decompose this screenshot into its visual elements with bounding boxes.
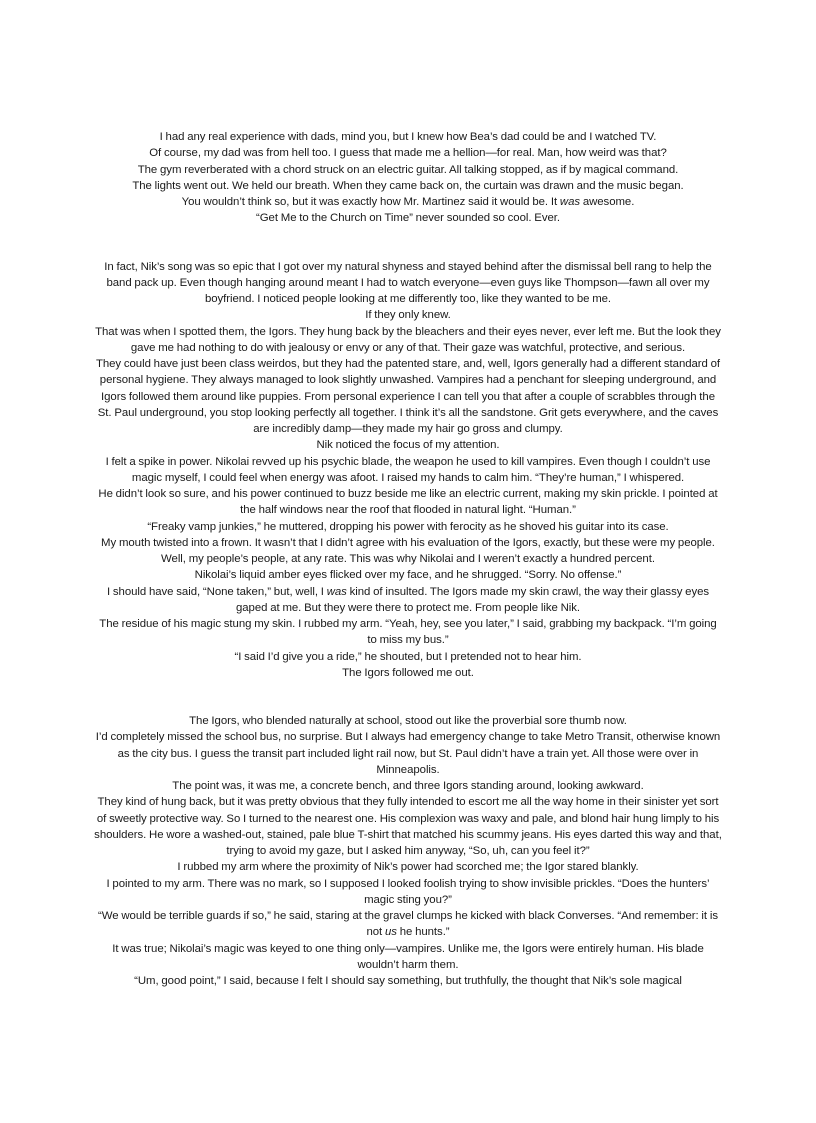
book-page bbox=[94, 129, 722, 989]
paragraph: The point was, it was me, a concrete bench, and three Igors standing around, looking awkward. bbox=[172, 780, 644, 792]
text-run: kind of insulted. The Igors made my skin crawl, the way their glassy eyes gaped at me. But they were there to protect me. From people like Nik. bbox=[235, 585, 710, 614]
paragraph: The Igors, who blended naturally at school, stood out like the proverbial sore thumb now. bbox=[189, 715, 627, 727]
emphasis: was bbox=[326, 585, 347, 598]
text-run: I should have said, “None taken,” but, well, I bbox=[106, 585, 327, 598]
section-2 bbox=[94, 259, 722, 682]
text-run: You wouldn’t think so, but it was exactly how Mr. Martinez said it would be. It bbox=[181, 196, 560, 208]
paragraph bbox=[94, 194, 722, 210]
paragraph: I felt a spike in power. Nikolai revved up his psychic blade, the weapon he used to kill vampires. Even though I couldn’t use magic myself, I could feel when energy was afoot. I raised my hands to calm him. “They’re human,” I whispered. bbox=[105, 455, 711, 484]
paragraph: In fact, Nik’s song was so epic that I got over my natural shyness and stayed behind after the dismissal bell rang to help the band pack up. Even though hanging around meant I had to watch everyone—even guys like Thompson—fawn all over my boyfriend. I noticed people looking at me differently too, like they wanted to be me. bbox=[104, 260, 712, 305]
paragraph: “I said I’d give you a ride,” he shouted, but I pretended not to hear him. bbox=[234, 650, 582, 663]
section-3 bbox=[94, 713, 722, 989]
paragraph: I had any real experience with dads, mind you, but I knew how Bea’s dad could be and I watched TV. bbox=[159, 131, 657, 143]
paragraph: “Um, good point,” I said, because I felt I should say something, but truthfully, the thought that Nik’s sole magical bbox=[134, 975, 682, 987]
text-run: awesome. bbox=[580, 196, 635, 208]
paragraph bbox=[94, 908, 722, 941]
text-run: “We would be terrible guards if so,” he said, staring at the gravel clumps he kicked with black Converses. “And remember: it is not bbox=[98, 910, 718, 939]
paragraph: Nik noticed the focus of my attention. bbox=[316, 439, 500, 452]
emphasis: was bbox=[559, 196, 580, 208]
section-1 bbox=[94, 129, 722, 227]
paragraph bbox=[94, 584, 722, 617]
text-run: he hunts.” bbox=[396, 926, 450, 939]
section-break bbox=[94, 681, 722, 713]
paragraph: Nikolai’s liquid amber eyes flicked over my face, and he shrugged. “Sorry. No offense.” bbox=[194, 569, 622, 582]
paragraph: “Freaky vamp junkies,” he muttered, dropping his power with ferocity as he shoved his guitar into its case. bbox=[147, 520, 669, 533]
paragraph: If they only knew. bbox=[365, 309, 451, 322]
paragraph: They could have just been class weirdos, but they had the patented stare, and, well, Igors generally had a different standard of personal hygiene. They always managed to look slightly unwashed. Vampires had a penchant for sleeping underground, and Igors followed them around like puppies. From personal experience I can tell you that after a couple of scrabbles through the St. Paul underground, you stop looking perfectly all together. I think it’s all the sandstone. Grit gets everywhere, and the caves are incredibly damp—they made my hair go gross and clumpy. bbox=[95, 358, 721, 435]
paragraph: They kind of hung back, but it was pretty obvious that they fully intended to escort me all the way home in their sinister yet sort of sweetly protective way. So I turned to the nearest one. His complexion was waxy and pale, and blond hair hung limply to his shoulders. He wore a washed-out, stained, pale blue T-shirt that matched his scummy jeans. His eyes darted this way and that, trying to avoid my gaze, but I asked him anyway, “So, uh, can you feel it?” bbox=[94, 796, 722, 857]
paragraph: I’d completely missed the school bus, no surprise. But I always had emergency change to take Metro Transit, otherwise known as the city bus. I guess the transit part included light rail now, but St. Paul didn’t have a train yet. All those were over in Minneapolis. bbox=[95, 731, 721, 776]
paragraph: I rubbed my arm where the proximity of Nik’s power had scorched me; the Igor stared blankly. bbox=[177, 861, 639, 874]
paragraph: The gym reverberated with a chord struck on an electric guitar. All talking stopped, as if by magical command. bbox=[137, 163, 679, 176]
paragraph: That was when I spotted them, the Igors. They hung back by the bleachers and their eyes never, ever left me. But the look they gave me had nothing to do with jealousy or envy or any of that. Their gaze was watchful, protective, and serious. bbox=[95, 325, 721, 354]
paragraph: It was true; Nikolai’s magic was keyed to one thing only—vampires. Unlike me, the Igors were entirely human. His blade wouldn’t harm them. bbox=[112, 942, 704, 971]
paragraph: He didn’t look so sure, and his power continued to buzz beside me like an electric current, making my skin prickle. I pointed at the half windows near the roof that flooded in natural light. “Human.” bbox=[98, 488, 718, 517]
paragraph: The lights went out. We held our breath. When they came back on, the curtain was drawn and the music began. bbox=[132, 179, 684, 192]
paragraph: Of course, my dad was from hell too. I guess that made me a hellion—for real. Man, how weird was that? bbox=[149, 147, 667, 160]
paragraph: I pointed to my arm. There was no mark, so I supposed I looked foolish trying to show invisible prickles. “Does the hunters’ magic sting you?” bbox=[106, 877, 710, 906]
paragraph: “Get Me to the Church on Time” never sounded so cool. Ever. bbox=[256, 212, 560, 225]
paragraph: The Igors followed me out. bbox=[342, 666, 474, 679]
emphasis: us bbox=[384, 926, 397, 939]
paragraph: The residue of his magic stung my skin. I rubbed my arm. “Yeah, hey, see you later,” I said, grabbing my backpack. “I’m going to miss my bus.” bbox=[99, 618, 717, 647]
section-break bbox=[94, 227, 722, 259]
paragraph: My mouth twisted into a frown. It wasn’t that I didn’t agree with his evaluation of the Igors, exactly, but these were my people. Well, my people’s people, at any rate. This was why Nikolai and I weren’t exactly a hundred percent. bbox=[101, 536, 715, 565]
